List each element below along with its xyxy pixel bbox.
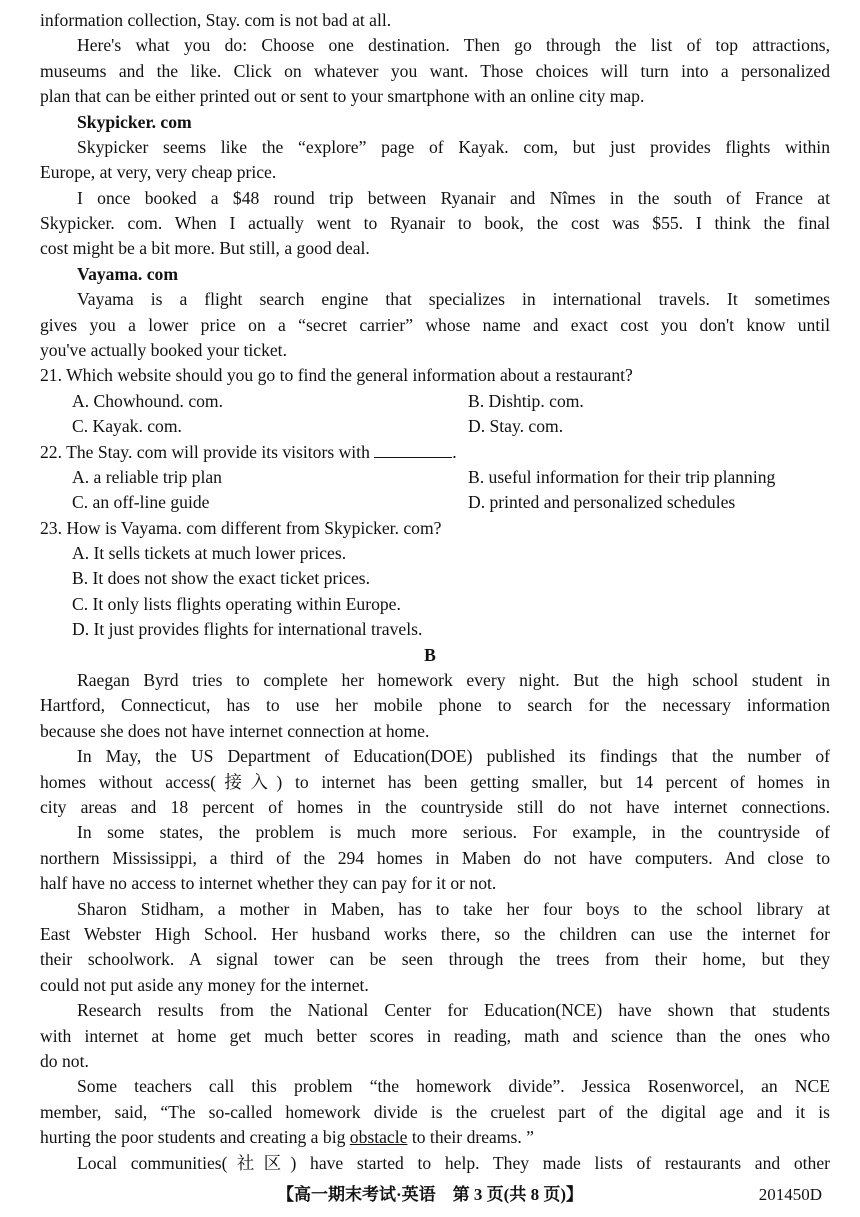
text-line: Here's what you do: Choose one destination. Then go through the list of top attractions, xyxy=(77,35,830,55)
text-line: do not. xyxy=(40,1051,89,1071)
text-line: you've actually booked your ticket. xyxy=(40,340,287,360)
option-b: B. It does not show the exact ticket prices. xyxy=(72,568,371,588)
page-footer xyxy=(0,1180,860,1210)
option-a: A. a reliable trip plan xyxy=(72,467,222,487)
text-line: northern Mississippi, a third of the 294 homes in Maben do not have computers. And close to xyxy=(40,848,830,868)
text-line: Research results from the National Center for Education(NCE) have shown that students xyxy=(77,1000,830,1020)
question-text: 22. The Stay. com will provide its visitors with xyxy=(40,442,370,462)
text-line: gives you a lower price on a “secret carrier” whose name and exact cost you don't know until xyxy=(40,315,830,335)
text-line: Hartford, Connecticut, has to use her mobile phone to search for the necessary information xyxy=(40,695,830,715)
option-c: C. Kayak. com. xyxy=(72,416,182,436)
text-line: Europe, at very, very cheap price. xyxy=(40,162,277,182)
option-b: B. useful information for their trip planning xyxy=(468,467,776,487)
text-line: because she does not have internet connection at home. xyxy=(40,721,430,741)
text-line: Sharon Stidham, a mother in Maben, has to take her four boys to the school library at xyxy=(77,899,830,919)
question-22 xyxy=(40,440,830,465)
footer-title: 【高一期末考试·英语 第 3 页(共 8 页)】 xyxy=(277,1185,583,1204)
text-line: Skypicker. com. When I actually went to Ryanair to book, the cost was $55. I think the final xyxy=(40,213,830,233)
text-line: Some teachers call this problem “the homework divide”. Jessica Rosenworcel, an NCE xyxy=(77,1076,830,1096)
footer-code: 201450D xyxy=(758,1185,822,1204)
option-a: A. It sells tickets at much lower prices. xyxy=(72,543,347,563)
option-d: D. printed and personalized schedules xyxy=(468,492,736,512)
option-b: B. Dishtip. com. xyxy=(468,391,584,411)
text-line: half have no access to internet whether they can pay for it or not. xyxy=(40,873,497,893)
text-segment: to their dreams. ” xyxy=(411,1127,534,1147)
text-line: their schoolwork. A signal tower can be seen through the trees from their home, but they xyxy=(40,949,830,969)
text-line: Raegan Byrd tries to complete her homework every night. But the high school student in xyxy=(77,670,830,690)
text-segment: hurting the poor students and creating a big xyxy=(40,1127,346,1147)
underlined-word: obstacle xyxy=(349,1127,408,1147)
text-line: In May, the US Department of Education(DOE) published its findings that the number of xyxy=(77,746,830,766)
text-line: homes without access(接入) to internet has been getting smaller, but 14 percent of homes in xyxy=(40,772,830,792)
section-heading: Vayama. com xyxy=(77,264,178,284)
question-end: . xyxy=(452,442,457,462)
text-line: East Webster High School. Her husband works there, so the children can use the internet for xyxy=(40,924,830,944)
text-line: Local communities(社区) have started to help. They made lists of restaurants and other xyxy=(77,1153,830,1173)
text-line: cost might be a bit more. But still, a good deal. xyxy=(40,238,370,258)
text-line: I once booked a $48 round trip between Ryanair and Nîmes in the south of France at xyxy=(77,188,830,208)
section-heading: Skypicker. com xyxy=(77,112,192,132)
option-a: A. Chowhound. com. xyxy=(72,391,224,411)
text-line: Skypicker seems like the “explore” page of Kayak. com, but just provides flights within xyxy=(77,137,830,157)
text-line xyxy=(40,1125,830,1150)
question-23: 23. How is Vayama. com different from Skypicker. com? xyxy=(40,518,442,538)
question-21: 21. Which website should you go to find the general information about a restaurant? xyxy=(40,365,633,385)
answer-blank xyxy=(374,441,452,458)
option-c: C. an off-line guide xyxy=(72,492,210,512)
text-line: museums and the like. Click on whatever you want. Those choices will turn into a personalized xyxy=(40,61,830,81)
text-line: could not put aside any money for the internet. xyxy=(40,975,369,995)
option-c: C. It only lists flights operating within Europe. xyxy=(72,594,401,614)
text-line: Vayama is a flight search engine that specializes in international travels. It sometimes xyxy=(77,289,830,309)
text-line: with internet at home get much better scores in reading, math and science than the ones who xyxy=(40,1026,830,1046)
option-d: D. Stay. com. xyxy=(468,416,564,436)
text-line: city areas and 18 percent of homes in the countryside still do not have internet connections. xyxy=(40,797,830,817)
text-line: information collection, Stay. com is not bad at all. xyxy=(40,10,392,30)
option-d: D. It just provides flights for international travels. xyxy=(72,619,423,639)
text-line: plan that can be either printed out or sent to your smartphone with an online city map. xyxy=(40,86,645,106)
text-line: In some states, the problem is much more serious. For example, in the countryside of xyxy=(77,822,830,842)
section-b-heading: B xyxy=(424,645,436,665)
text-line: member, said, “The so-called homework divide is the cruelest part of the digital age and it is xyxy=(40,1102,830,1122)
